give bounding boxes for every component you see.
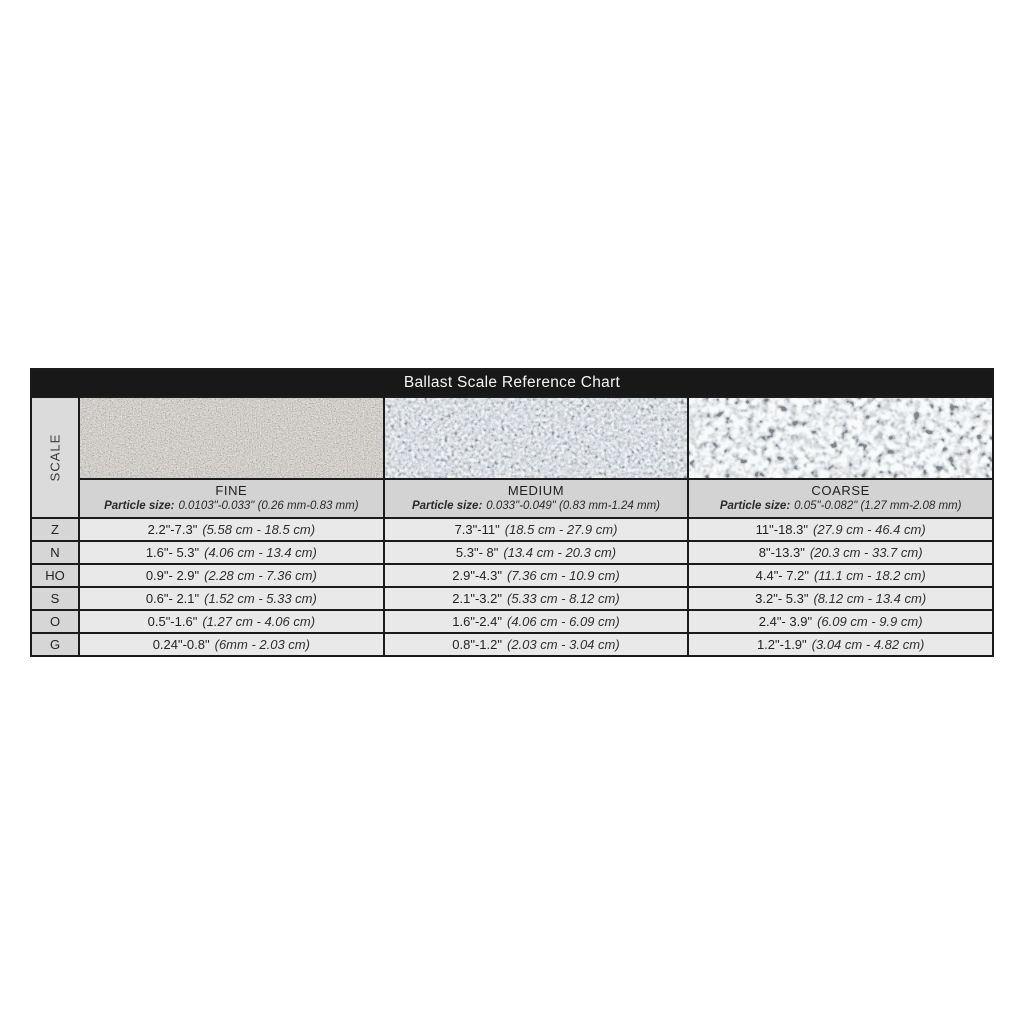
inch-range: 2.9"-4.3" bbox=[452, 568, 502, 583]
inch-range: 8"-13.3" bbox=[758, 545, 805, 560]
ballast-range-cell-z-coarse bbox=[689, 519, 992, 540]
metric-range: (6mm - 2.03 cm) bbox=[214, 637, 310, 652]
particle-size-label: Particle size: bbox=[411, 500, 483, 513]
inch-range: 0.5"-1.6" bbox=[147, 614, 198, 629]
metric-range: (2.03 cm - 3.04 cm) bbox=[506, 637, 620, 652]
inch-range: 3.2"- 5.3" bbox=[755, 591, 809, 606]
inch-range: 1.6"-2.4" bbox=[452, 614, 502, 629]
inch-range: 0.8"-1.2" bbox=[452, 637, 502, 652]
ballast-range-cell-o-medium bbox=[385, 611, 688, 632]
ballast-range-cell-ho-fine bbox=[80, 565, 383, 586]
column-header-fine bbox=[80, 480, 383, 517]
ballast-range-cell-n-coarse bbox=[689, 542, 992, 563]
page-title: Ballast Scale Reference Chart bbox=[32, 370, 992, 396]
scale-row-label-s: S bbox=[32, 588, 78, 609]
particle-size-label: Particle size: bbox=[719, 500, 791, 513]
ballast-range-cell-g-coarse bbox=[689, 634, 992, 655]
particle-size-label: Particle size: bbox=[104, 500, 175, 513]
ballast-range-cell-g-medium bbox=[385, 634, 688, 655]
scale-row-label-z: Z bbox=[32, 519, 78, 540]
scale-axis-header bbox=[32, 398, 78, 517]
inch-range: 1.2"-1.9" bbox=[756, 637, 807, 652]
particle-size-range: 0.0103"-0.033" (0.26 mm-0.83 mm) bbox=[178, 500, 359, 513]
column-header-medium bbox=[385, 480, 688, 517]
inch-range: 2.2"-7.3" bbox=[147, 522, 198, 537]
ballast-range-cell-s-medium bbox=[385, 588, 688, 609]
metric-range: (2.28 cm - 7.36 cm) bbox=[204, 568, 317, 583]
metric-range: (20.3 cm - 33.7 cm) bbox=[809, 545, 923, 560]
scale-row-label-ho: HO bbox=[32, 565, 78, 586]
column-header-coarse bbox=[689, 480, 992, 517]
ballast-range-cell-z-fine bbox=[80, 519, 383, 540]
ballast-range-cell-g-fine bbox=[80, 634, 383, 655]
metric-range: (4.06 cm - 6.09 cm) bbox=[506, 614, 620, 629]
particle-size-line bbox=[720, 499, 962, 513]
metric-range: (1.52 cm - 5.33 cm) bbox=[204, 591, 317, 606]
ballast-range-cell-s-coarse bbox=[689, 588, 992, 609]
inch-range: 2.1"-3.2" bbox=[452, 591, 502, 606]
inch-range: 4.4"- 7.2" bbox=[755, 568, 809, 583]
ballast-range-cell-ho-coarse bbox=[689, 565, 992, 586]
metric-range: (8.12 cm - 13.4 cm) bbox=[813, 591, 927, 606]
column-name: COARSE bbox=[811, 483, 870, 499]
metric-range: (13.4 cm - 20.3 cm) bbox=[503, 545, 617, 560]
scale-row-label-g: G bbox=[32, 634, 78, 655]
inch-range: 0.9"- 2.9" bbox=[145, 568, 200, 583]
inch-range: 11"-18.3" bbox=[755, 522, 808, 537]
ballast-scale-reference-table bbox=[30, 368, 994, 657]
particle-size-range: 0.033"-0.049" (0.83 mm-1.24 mm) bbox=[486, 500, 661, 513]
ballast-range-cell-s-fine bbox=[80, 588, 383, 609]
scale-row-label-n: N bbox=[32, 542, 78, 563]
inch-range: 1.6"- 5.3" bbox=[145, 545, 200, 560]
ballast-range-cell-z-medium bbox=[385, 519, 688, 540]
fine-ballast-texture-image bbox=[80, 398, 383, 478]
metric-range: (5.33 cm - 8.12 cm) bbox=[506, 591, 620, 606]
metric-range: (27.9 cm - 46.4 cm) bbox=[812, 522, 926, 537]
ballast-range-cell-n-medium bbox=[385, 542, 688, 563]
metric-range: (6.09 cm - 9.9 cm) bbox=[817, 614, 923, 629]
particle-size-range: 0.05"-0.082" (1.27 mm-2.08 mm) bbox=[794, 500, 962, 513]
metric-range: (18.5 cm - 27.9 cm) bbox=[504, 522, 618, 537]
inch-range: 5.3"- 8" bbox=[455, 545, 499, 560]
metric-range: (5.58 cm - 18.5 cm) bbox=[202, 522, 316, 537]
particle-size-line bbox=[104, 499, 358, 513]
ballast-range-cell-ho-medium bbox=[385, 565, 688, 586]
column-name: FINE bbox=[215, 483, 248, 499]
ballast-range-cell-o-fine bbox=[80, 611, 383, 632]
ballast-range-cell-o-coarse bbox=[689, 611, 992, 632]
metric-range: (11.1 cm - 18.2 cm) bbox=[813, 568, 926, 583]
inch-range: 0.6"- 2.1" bbox=[145, 591, 200, 606]
particle-size-line bbox=[412, 499, 660, 513]
scale-axis-label: SCALE bbox=[47, 433, 63, 482]
metric-range: (4.06 cm - 13.4 cm) bbox=[204, 545, 317, 560]
metric-range: (7.36 cm - 10.9 cm) bbox=[506, 568, 620, 583]
scale-row-label-o: O bbox=[32, 611, 78, 632]
column-name: MEDIUM bbox=[507, 483, 565, 499]
ballast-range-cell-n-fine bbox=[80, 542, 383, 563]
inch-range: 2.4"- 3.9" bbox=[758, 614, 813, 629]
coarse-ballast-texture-image bbox=[689, 398, 992, 478]
metric-range: (3.04 cm - 4.82 cm) bbox=[811, 637, 925, 652]
inch-range: 7.3"-11" bbox=[454, 522, 500, 537]
metric-range: (1.27 cm - 4.06 cm) bbox=[202, 614, 316, 629]
inch-range: 0.24"-0.8" bbox=[152, 637, 210, 652]
medium-ballast-texture-image bbox=[385, 398, 688, 478]
